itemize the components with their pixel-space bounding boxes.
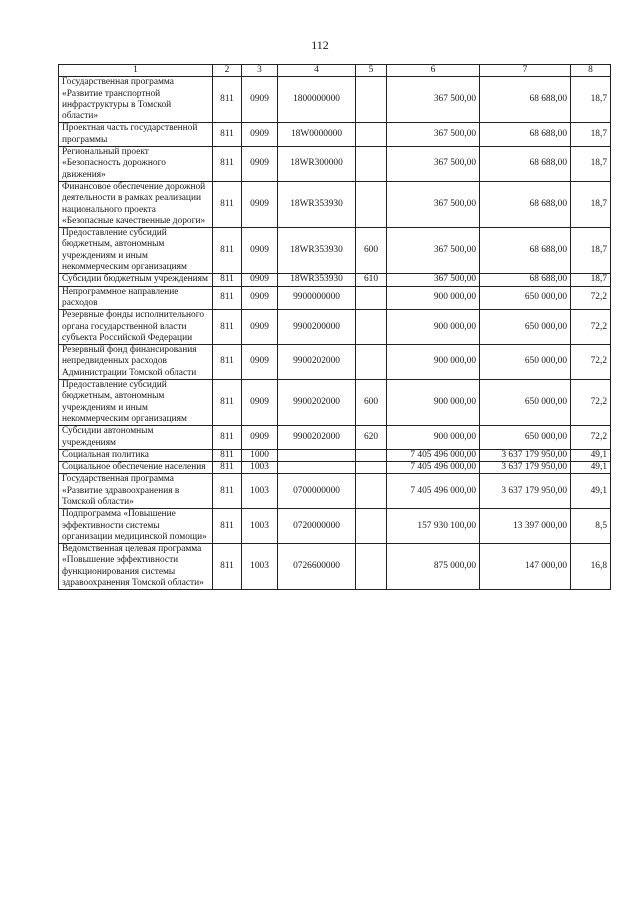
row-plan-amount: 900 000,00 <box>387 345 480 380</box>
row-name: Субсидии бюджетным учреждениям <box>59 274 213 286</box>
row-target-article <box>278 462 356 474</box>
header-cell: 4 <box>278 65 356 77</box>
row-expense-type <box>356 123 387 147</box>
table-row <box>59 181 611 227</box>
row-plan-amount: 875 000,00 <box>387 544 480 590</box>
row-name: Ведомственная целевая программа «Повышение эффективности функционирования системы здравоохранения Томской области» <box>59 544 213 590</box>
row-section: 1003 <box>242 474 278 509</box>
row-expense-type <box>356 544 387 590</box>
row-actual-amount: 68 688,00 <box>480 77 571 123</box>
row-target-article: 1800000000 <box>278 77 356 123</box>
table-row <box>59 147 611 182</box>
row-actual-amount: 68 688,00 <box>480 123 571 147</box>
row-expense-type <box>356 286 387 310</box>
row-expense-type <box>356 310 387 345</box>
row-actual-amount: 650 000,00 <box>480 345 571 380</box>
row-expense-type <box>356 77 387 123</box>
row-section: 0909 <box>242 310 278 345</box>
row-expense-type: 600 <box>356 380 387 426</box>
row-plan-amount: 367 500,00 <box>387 77 480 123</box>
row-target-article: 18W0000000 <box>278 123 356 147</box>
row-name: Финансовое обеспечение дорожной деятельности в рамках реализации национального проекта «Безопасные качественные дороги» <box>59 181 213 227</box>
table-row <box>59 286 611 310</box>
row-plan-amount: 157 930 100,00 <box>387 509 480 544</box>
row-target-article: 9900202000 <box>278 380 356 426</box>
row-code-ministry: 811 <box>213 181 242 227</box>
row-plan-amount: 7 405 496 000,00 <box>387 474 480 509</box>
row-actual-amount: 650 000,00 <box>480 286 571 310</box>
row-code-ministry: 811 <box>213 123 242 147</box>
row-plan-amount: 900 000,00 <box>387 286 480 310</box>
row-name: Социальная политика <box>59 449 213 461</box>
row-actual-amount: 650 000,00 <box>480 380 571 426</box>
table-row <box>59 123 611 147</box>
row-plan-amount: 900 000,00 <box>387 380 480 426</box>
row-code-ministry: 811 <box>213 274 242 286</box>
row-section: 0909 <box>242 345 278 380</box>
row-expense-type <box>356 147 387 182</box>
header-cell: 3 <box>242 65 278 77</box>
row-code-ministry: 811 <box>213 286 242 310</box>
row-percent: 72,2 <box>571 380 611 426</box>
row-percent: 18,7 <box>571 147 611 182</box>
table-row <box>59 474 611 509</box>
row-percent: 72,2 <box>571 345 611 380</box>
row-expense-type <box>356 462 387 474</box>
row-plan-amount: 7 405 496 000,00 <box>387 462 480 474</box>
row-target-article: 0720000000 <box>278 509 356 544</box>
table-row <box>59 449 611 461</box>
row-actual-amount: 3 637 179 950,00 <box>480 474 571 509</box>
row-expense-type <box>356 474 387 509</box>
row-actual-amount: 650 000,00 <box>480 310 571 345</box>
row-section: 1000 <box>242 449 278 461</box>
table-row <box>59 426 611 450</box>
table-row <box>59 228 611 274</box>
row-name: Государственная программа «Развитие здравоохранения в Томской области» <box>59 474 213 509</box>
table-row <box>59 310 611 345</box>
row-name: Предоставление субсидий бюджетным, автономным учреждениям и иным некоммерческим организациям <box>59 380 213 426</box>
row-plan-amount: 367 500,00 <box>387 228 480 274</box>
table-row <box>59 380 611 426</box>
row-percent: 72,2 <box>571 310 611 345</box>
row-name: Государственная программа «Развитие транспортной инфраструктуры в Томской области» <box>59 77 213 123</box>
row-expense-type <box>356 181 387 227</box>
table-row <box>59 345 611 380</box>
row-percent: 49,1 <box>571 462 611 474</box>
row-section: 0909 <box>242 77 278 123</box>
row-name: Региональный проект «Безопасность дорожного движения» <box>59 147 213 182</box>
row-code-ministry: 811 <box>213 345 242 380</box>
row-target-article: 18WR353930 <box>278 228 356 274</box>
row-actual-amount: 650 000,00 <box>480 426 571 450</box>
row-target-article: 0726600000 <box>278 544 356 590</box>
row-code-ministry: 811 <box>213 474 242 509</box>
row-actual-amount: 68 688,00 <box>480 181 571 227</box>
row-name: Подпрограмма «Повышение эффективности системы организации медицинской помощи» <box>59 509 213 544</box>
row-code-ministry: 811 <box>213 449 242 461</box>
row-code-ministry: 811 <box>213 147 242 182</box>
row-section: 0909 <box>242 181 278 227</box>
row-section: 0909 <box>242 123 278 147</box>
row-name: Проектная часть государственной программы <box>59 123 213 147</box>
row-section: 0909 <box>242 228 278 274</box>
row-plan-amount: 367 500,00 <box>387 123 480 147</box>
row-code-ministry: 811 <box>213 310 242 345</box>
row-percent: 16,8 <box>571 544 611 590</box>
row-actual-amount: 68 688,00 <box>480 274 571 286</box>
row-percent: 8,5 <box>571 509 611 544</box>
row-name: Резервный фонд финансирования непредвиденных расходов Администрации Томской области <box>59 345 213 380</box>
row-target-article: 18WR353930 <box>278 274 356 286</box>
row-expense-type <box>356 345 387 380</box>
budget-table <box>58 64 611 590</box>
row-target-article: 18WR300000 <box>278 147 356 182</box>
row-actual-amount: 3 637 179 950,00 <box>480 462 571 474</box>
row-expense-type: 620 <box>356 426 387 450</box>
table-row <box>59 462 611 474</box>
row-section: 1003 <box>242 544 278 590</box>
row-section: 0909 <box>242 274 278 286</box>
row-section: 0909 <box>242 426 278 450</box>
row-target-article: 0700000000 <box>278 474 356 509</box>
row-plan-amount: 367 500,00 <box>387 274 480 286</box>
row-target-article: 9900202000 <box>278 426 356 450</box>
row-target-article: 9900200000 <box>278 310 356 345</box>
row-percent: 72,2 <box>571 286 611 310</box>
header-cell: 5 <box>356 65 387 77</box>
table-row <box>59 77 611 123</box>
row-percent: 18,7 <box>571 274 611 286</box>
header-row <box>59 65 611 77</box>
row-name: Субсидии автономным учреждениям <box>59 426 213 450</box>
row-section: 0909 <box>242 380 278 426</box>
row-target-article: 18WR353930 <box>278 181 356 227</box>
row-percent: 18,7 <box>571 228 611 274</box>
row-percent: 49,1 <box>571 474 611 509</box>
table-row <box>59 544 611 590</box>
row-percent: 18,7 <box>571 181 611 227</box>
row-actual-amount: 3 637 179 950,00 <box>480 449 571 461</box>
row-plan-amount: 367 500,00 <box>387 181 480 227</box>
row-percent: 72,2 <box>571 426 611 450</box>
header-cell: 6 <box>387 65 480 77</box>
row-expense-type <box>356 509 387 544</box>
row-plan-amount: 367 500,00 <box>387 147 480 182</box>
row-name: Резервные фонды исполнительного органа государственной власти субъекта Российской Федерации <box>59 310 213 345</box>
row-section: 1003 <box>242 462 278 474</box>
header-cell: 1 <box>59 65 213 77</box>
row-section: 1003 <box>242 509 278 544</box>
row-code-ministry: 811 <box>213 380 242 426</box>
row-actual-amount: 147 000,00 <box>480 544 571 590</box>
table-row <box>59 509 611 544</box>
header-cell: 2 <box>213 65 242 77</box>
row-name: Социальное обеспечение населения <box>59 462 213 474</box>
row-code-ministry: 811 <box>213 426 242 450</box>
row-plan-amount: 7 405 496 000,00 <box>387 449 480 461</box>
row-target-article: 9900000000 <box>278 286 356 310</box>
row-code-ministry: 811 <box>213 228 242 274</box>
row-name: Предоставление субсидий бюджетным, автономным учреждениям и иным некоммерческим организациям <box>59 228 213 274</box>
row-expense-type: 610 <box>356 274 387 286</box>
row-percent: 18,7 <box>571 123 611 147</box>
row-code-ministry: 811 <box>213 77 242 123</box>
header-cell: 7 <box>480 65 571 77</box>
row-code-ministry: 811 <box>213 462 242 474</box>
row-target-article <box>278 449 356 461</box>
row-actual-amount: 68 688,00 <box>480 147 571 182</box>
row-actual-amount: 13 397 000,00 <box>480 509 571 544</box>
row-expense-type <box>356 449 387 461</box>
row-plan-amount: 900 000,00 <box>387 310 480 345</box>
row-section: 0909 <box>242 147 278 182</box>
row-code-ministry: 811 <box>213 509 242 544</box>
header-cell: 8 <box>571 65 611 77</box>
table-row <box>59 274 611 286</box>
row-section: 0909 <box>242 286 278 310</box>
row-percent: 18,7 <box>571 77 611 123</box>
row-actual-amount: 68 688,00 <box>480 228 571 274</box>
row-plan-amount: 900 000,00 <box>387 426 480 450</box>
row-target-article: 9900202000 <box>278 345 356 380</box>
page-number: 112 <box>311 38 329 52</box>
row-percent: 49,1 <box>571 449 611 461</box>
row-expense-type: 600 <box>356 228 387 274</box>
row-name: Непрограммное направление расходов <box>59 286 213 310</box>
row-code-ministry: 811 <box>213 544 242 590</box>
